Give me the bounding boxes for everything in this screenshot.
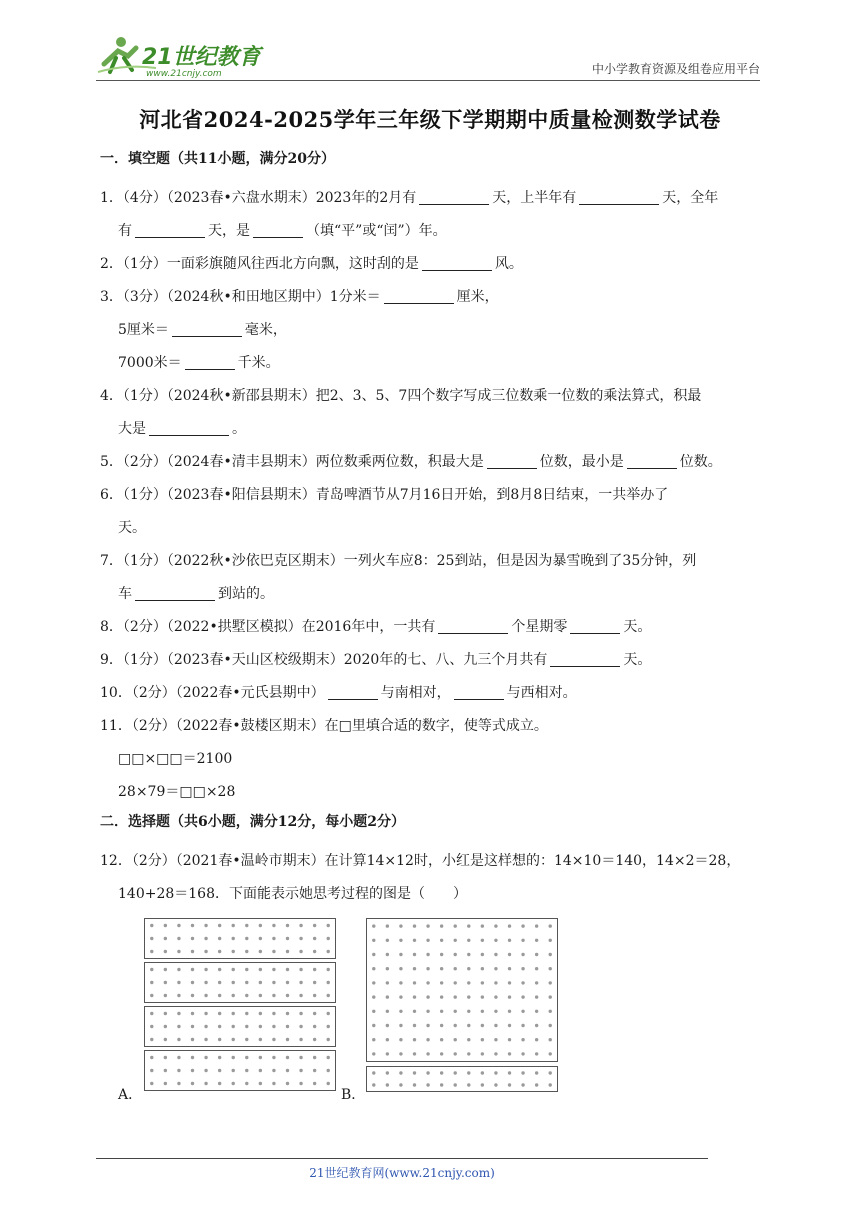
- dot-grid-box: [366, 918, 558, 1062]
- answer-blank[interactable]: [135, 221, 205, 238]
- exam-content: [100, 148, 765, 911]
- question-1: 1．（4分）（2023春•六盘水期末）2023年的2月有 天，上半年有 天，全年 有 天，是 （填“平”或“闰”）年。: [100, 190, 719, 239]
- answer-blank[interactable]: [454, 683, 504, 700]
- question-12-figures: [118, 918, 578, 1103]
- question-10: 10．（2分）（2022春•元氏县期中） 与南相对， 与西相对。: [100, 685, 577, 701]
- answer-blank[interactable]: [627, 452, 677, 469]
- answer-blank[interactable]: [422, 254, 492, 271]
- option-b-label[interactable]: B．: [341, 1087, 366, 1103]
- question-4: 4．（1分）（2024秋•新邵县期末）把2、3、5、7四个数字写成三位数乘一位数的乘法算式，积最 大是 。: [100, 388, 702, 437]
- question-7: 7．（1分）（2022秋•沙依巴克区期末）一列火车应8：25到站，但是因为暴雪晚到了35分钟，列 车 到站的。: [100, 553, 697, 602]
- answer-blank[interactable]: [185, 353, 235, 370]
- dot-grid-box: [144, 1050, 336, 1091]
- answer-blank[interactable]: [253, 221, 303, 238]
- page-title: 河北省2024-2025学年三年级下学期期中质量检测数学试卷: [139, 107, 721, 132]
- question-12: 12．（2分）（2021春•温岭市期末）在计算14×12时，小红是这样想的：14×10＝140，14×2＝28， 140+28＝168．下面能表示她思考过程的图是（ ）: [100, 853, 741, 902]
- question-2: 2．（1分）一面彩旗随风往西北方向飘，这时刮的是 风。: [100, 256, 523, 272]
- answer-blank[interactable]: [570, 617, 620, 634]
- footer-site-text: 21世纪教育网(www.21cnjy.com): [309, 1166, 495, 1180]
- logo-url: www.21cnjy.com: [146, 69, 222, 79]
- dot-grid-box: [144, 962, 336, 1003]
- answer-blank[interactable]: [550, 650, 620, 667]
- answer-blank[interactable]: [135, 584, 215, 601]
- dot-grid-box: [144, 1006, 336, 1047]
- answer-blank[interactable]: [579, 188, 659, 205]
- question-3: 3．（3分）（2024秋•和田地区期中）1分米＝ 厘米， 5厘米＝ 毫米， 7000米＝ 千米。: [100, 289, 499, 371]
- answer-blank[interactable]: [438, 617, 508, 634]
- question-5: 5．（2分）（2024春•清丰县期末）两位数乘两位数，积最大是 位数，最小是 位数。: [100, 454, 722, 470]
- logo-21cnjy-icon: [96, 34, 266, 80]
- answer-blank[interactable]: [149, 419, 229, 436]
- answer-blank[interactable]: [419, 188, 489, 205]
- answer-blank[interactable]: [172, 320, 242, 337]
- answer-blank[interactable]: [487, 452, 537, 469]
- dot-grid-box: [144, 918, 336, 959]
- question-9: 9．（1分）（2023春•天山区校级期末）2020年的七、八、九三个月共有 天。: [100, 652, 652, 668]
- page-header: [96, 34, 760, 82]
- section-heading-choice: 二．选择题（共6小题，满分12分，每小题2分）: [100, 814, 405, 830]
- header-platform-text: 中小学教育资源及组卷应用平台: [591, 62, 760, 76]
- dot-grid-box: [366, 1066, 558, 1092]
- answer-blank[interactable]: [384, 287, 454, 304]
- logo-text: 21世纪教育: [142, 45, 261, 70]
- question-8: 8．（2分）（2022•拱墅区模拟）在2016年中，一共有 个星期零 天。: [100, 619, 652, 635]
- section-heading-fill-blank: 一．填空题（共11小题，满分20分）: [100, 151, 335, 167]
- option-a-label[interactable]: A．: [118, 1087, 143, 1103]
- question-11: 11．（2分）（2022春•鼓楼区期末）在□里填合适的数字，使等式成立。 □□×□□＝2100 28×79＝□□×28: [100, 718, 548, 800]
- answer-blank[interactable]: [328, 683, 378, 700]
- footer-divider: [96, 1158, 708, 1159]
- question-6: 6．（1分）（2023春•阳信县期末）青岛啤酒节从7月16日开始，到8月8日结束，一共举办了 天。: [100, 487, 669, 536]
- header-divider: [96, 80, 760, 81]
